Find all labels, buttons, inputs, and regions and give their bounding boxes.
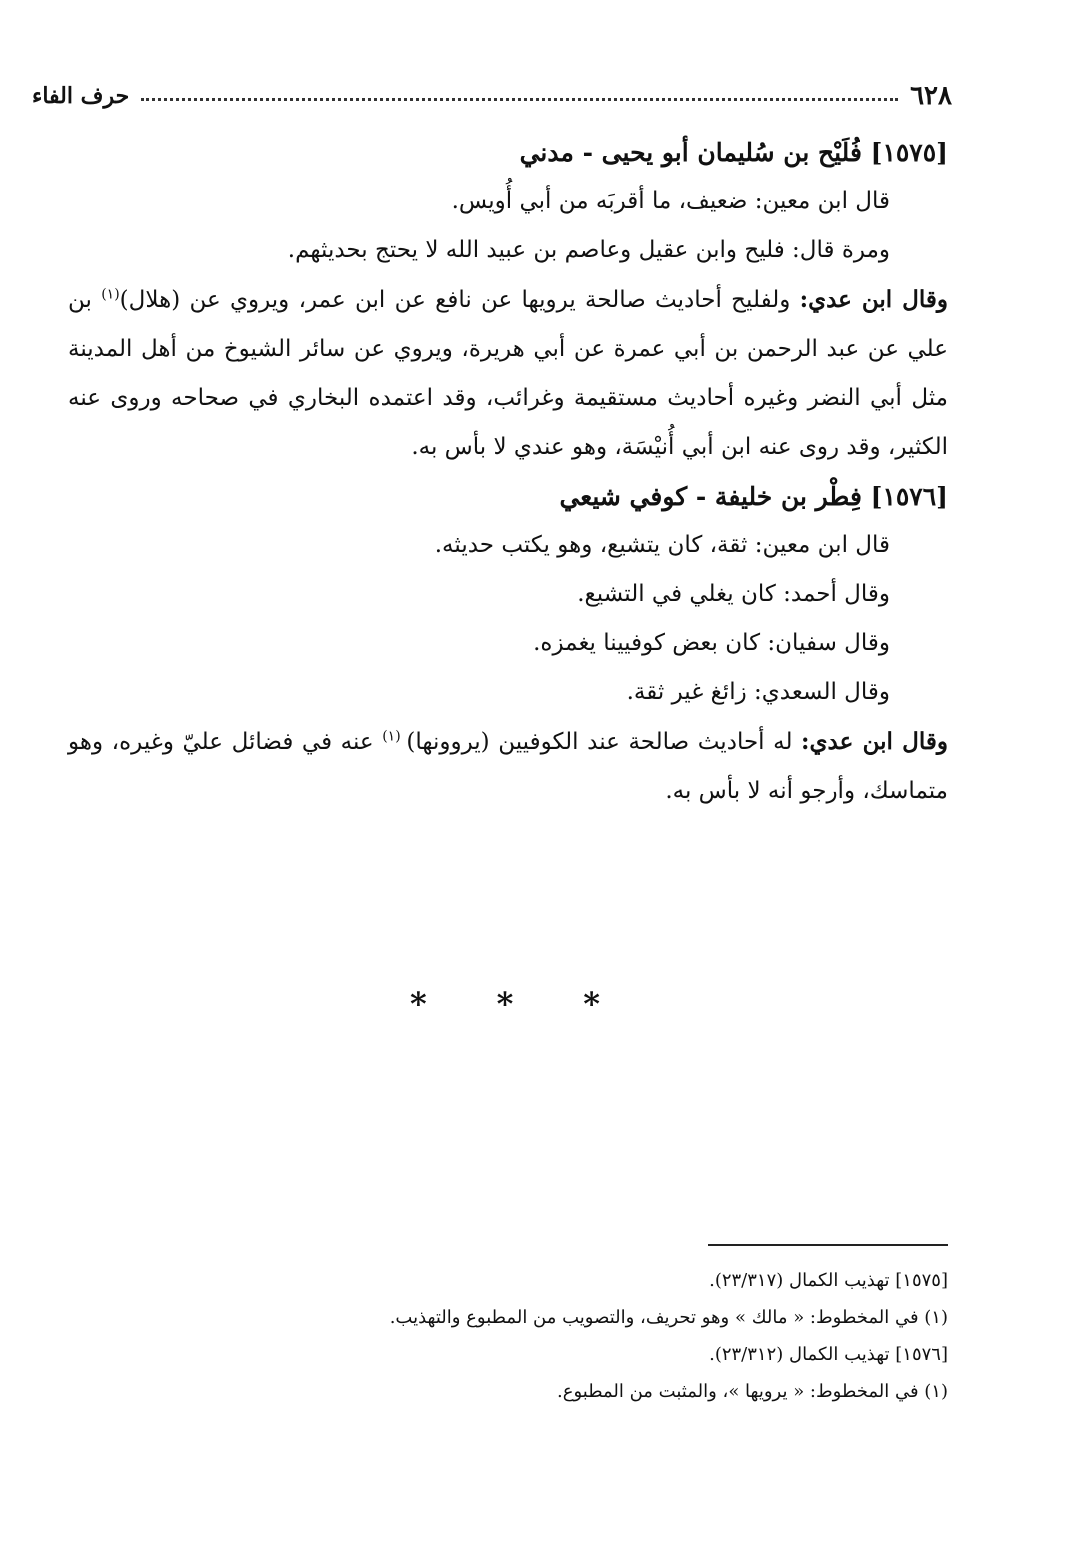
- section-title: حرف الفاء: [32, 83, 130, 109]
- footnote-divider: [708, 1244, 948, 1246]
- entry-1576-paragraph-5: [68, 717, 948, 816]
- footnote-ref-1: (١): [382, 728, 407, 745]
- footnote-ref-1: (١): [101, 286, 120, 303]
- footnote-1575-note-1: (١) في المخطوط: « مالك » وهو تحريف، والتصويب من المطبوع والتهذيب.: [389, 1307, 948, 1328]
- footnotes: [68, 1262, 948, 1410]
- entry-1576-paragraph-1: قال ابن معين: ثقة، كان يتشيع، وهو يكتب حديثه.: [434, 532, 890, 558]
- footnote-1576-note-1: (١) في المخطوط: « يرويها »، والمثبت من المطبوع.: [557, 1381, 948, 1402]
- footnote-source-1576: [١٥٧٦] تهذيب الكمال (٢٣/٣١٢).: [709, 1344, 948, 1365]
- entry-1576-paragraph-4: وقال السعدي: زائغ غير ثقة.: [626, 679, 890, 705]
- entry-heading-1575: [١٥٧٥] فُلَيْح بن سُليمان أبو يحيى - مدني: [519, 138, 948, 167]
- entry-1576-paragraph-5-text-a: له أحاديث صالحة عند الكوفيين (يروونها): [406, 729, 802, 755]
- header-dotted-rule: [141, 98, 898, 101]
- entry-1575-paragraph-3-text-b: بن علي عن عبد الرحمن بن أبي عمرة عن أبي هريرة، ويروي عن سائر الشيوخ من أهل المدينة مثل أبي النضر وغيره أحاديث مستقيمة وغرائب، وقد اعتمده البخاري في صحاحه وروى عنه الكثير، وقد روى عنه ابن أبي أُنيْسَة، وهو عندي لا بأس به.: [68, 287, 948, 460]
- asterisk: *: [583, 985, 600, 1023]
- ibn-adi-label: وقال ابن عدي:: [799, 286, 948, 313]
- running-header: [32, 76, 952, 116]
- page-number: ٦٢٨: [910, 81, 952, 111]
- entry-1575-paragraph-3-text-a: ولفليح أحاديث صالحة يرويها عن نافع عن ابن عمر، ويروي عن (هلال): [119, 287, 800, 313]
- entry-1575-paragraph-3: [68, 275, 948, 472]
- section-separator: [410, 985, 600, 1023]
- asterisk: *: [410, 985, 427, 1023]
- asterisk: *: [496, 985, 514, 1023]
- entry-1576-paragraph-3: وقال سفيان: كان بعض كوفيينا يغمزه.: [533, 630, 890, 656]
- entry-1576-paragraph-5-text-b: عنه في فضائل عليّ وغيره، وهو متماسك، وأرجو أنه لا بأس به.: [68, 729, 948, 804]
- main-text: [68, 128, 948, 816]
- ibn-adi-label: وقال ابن عدي:: [801, 728, 948, 755]
- entry-1575-paragraph-2: ومرة قال: فليح وابن عقيل وعاصم بن عبيد الله لا يحتج بحديثهم.: [287, 237, 890, 263]
- footnote-source-1575: [١٥٧٥] تهذيب الكمال (٢٣/٣١٧).: [709, 1270, 948, 1291]
- entry-heading-1576: [١٥٧٦] فِطْر بن خليفة - كوفي شيعي: [559, 482, 948, 511]
- entry-1576-paragraph-2: وقال أحمد: كان يغلي في التشيع.: [577, 581, 890, 607]
- entry-1575-paragraph-1: قال ابن معين: ضعيف، ما أقربَه من أبي أُويس.: [451, 188, 890, 214]
